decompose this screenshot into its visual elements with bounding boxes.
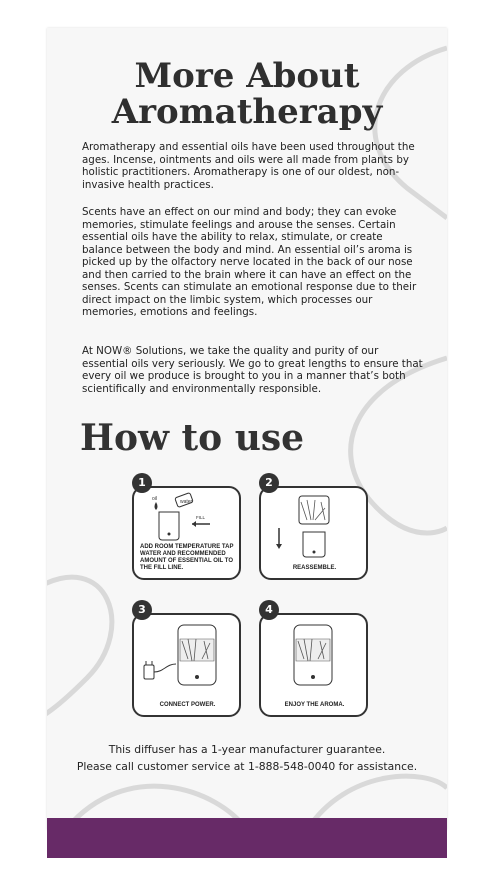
power-adapter-icon — [144, 665, 154, 679]
enjoy-aroma-illustration — [261, 615, 366, 700]
how-to-use-heading: How to use — [80, 417, 305, 459]
step-4-card — [259, 603, 368, 717]
diffuser-base-icon — [159, 512, 179, 540]
step-4-caption: ENJOY THE AROMA. — [284, 702, 345, 708]
step-3-caption: CONNECT POWER. — [159, 702, 216, 708]
paragraph-now-solutions: At NOW® Solutions, we take the quality and purity of our essential oils very seriously. We go to great lengths to ensure that every oil we produce is brought to you in a manner that’s both scientifically and environmentally responsible. — [82, 345, 423, 395]
water-label: water — [180, 499, 193, 505]
power-cord — [154, 664, 176, 672]
step-1-number: 1 — [132, 473, 152, 493]
page-title — [47, 58, 447, 130]
paragraph-scents: Scents have an effect on our mind and body; they can evoke memories, stimulate feelings and arouse the senses. Certain essential oils have the ability to relax, stimulate, or create balance between the body and mind. An essential oil’s aroma is picked up by the olfactory nerve located in the back of our nose and then carried to the brain where it can have an effect on the senses. Scents can stimulate an emotional response due to their direct impact on the limbic system, which processes our memories, emotions and feelings. — [82, 206, 417, 318]
step-3-number: 3 — [132, 600, 152, 620]
paragraph-intro: Aromatherapy and essential oils have been used throughout the ages. Incense, ointments and oils were all made from plants by holistic practitioners. Aromatherapy is one of our oldest, non-invasive health practices. — [82, 141, 415, 191]
fill-label: FILL — [196, 515, 206, 520]
title-line-2: Aromatherapy — [111, 92, 383, 132]
oil-label: oil — [152, 496, 158, 502]
customer-service-text: Please call customer service at 1-888-548-0040 for assistance. — [76, 760, 418, 773]
title-line-1: More About — [134, 56, 360, 96]
oil-drop-icon — [155, 502, 158, 510]
info-panel — [47, 28, 447, 830]
step-2-number: 2 — [259, 473, 279, 493]
arrow-left-icon — [192, 521, 196, 527]
fill-diffuser-illustration — [134, 490, 239, 545]
step-3-card — [132, 603, 241, 717]
purple-bottom-band — [47, 818, 447, 858]
step-2-card — [259, 476, 368, 580]
step-2-caption: REASSEMBLE. — [292, 565, 337, 571]
step-1-card — [132, 476, 241, 580]
guarantee-text: This diffuser has a 1-year manufacturer guarantee. — [108, 743, 386, 756]
connect-power-illustration — [134, 615, 239, 700]
step-1-caption: ADD ROOM TEMPERATURE TAP WATER AND RECOMMENDED AMOUNT OF ESSENTIAL OIL TO THE FILL LINE. — [140, 544, 234, 571]
step-4-number: 4 — [259, 600, 279, 620]
arrow-down-icon — [276, 544, 282, 549]
reassemble-illustration — [261, 488, 366, 566]
